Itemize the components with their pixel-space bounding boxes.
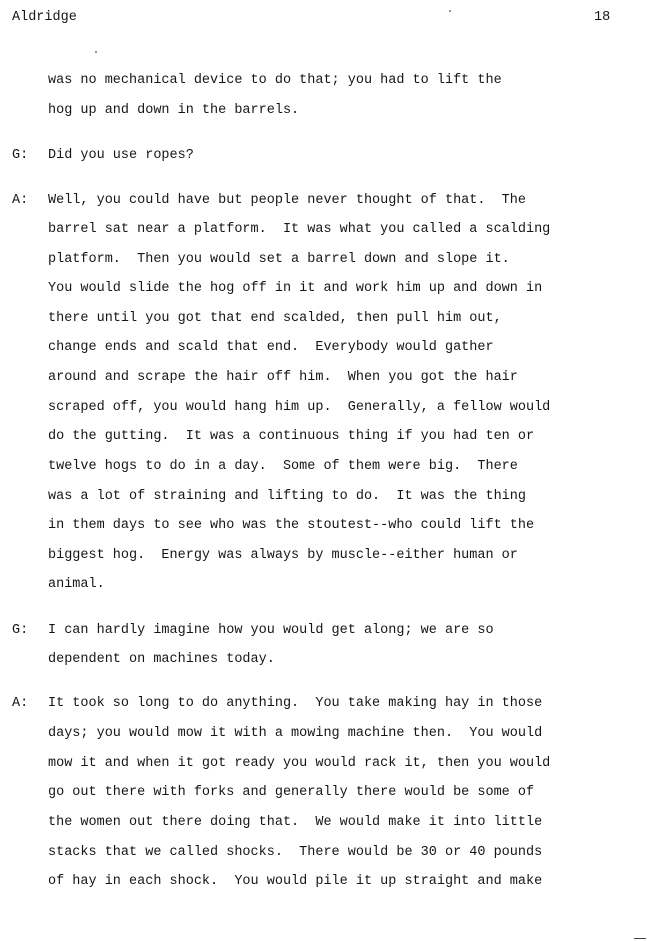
text-line: of hay in each shock. You would pile it up straight and make: [48, 874, 543, 889]
text-line: platform. Then you would set a barrel down and slope it.: [48, 252, 510, 267]
text-line: twelve hogs to do in a day. Some of them were big. There: [48, 459, 518, 474]
text-line: mow it and when it got ready you would rack it, then you would: [48, 756, 551, 771]
text-line: You would slide the hog off in it and work him up and down in: [48, 281, 543, 296]
text-line: in them days to see who was the stoutest--who could lift the: [48, 518, 535, 533]
text-line: Did you use ropes?: [48, 148, 194, 163]
text-line: the women out there doing that. We would make it into little: [48, 815, 543, 830]
text-line: was no mechanical device to do that; you had to lift the: [48, 73, 502, 88]
speaker-label: G:: [12, 623, 29, 638]
text-line: stacks that we called shocks. There would be 30 or 40 pounds: [48, 845, 543, 860]
speaker-label: A:: [12, 696, 29, 711]
text-line: around and scrape the hair off him. When you got the hair: [48, 370, 518, 385]
text-line: go out there with forks and generally there would be some of: [48, 785, 535, 800]
text-line: Well, you could have but people never thought of that. The: [48, 193, 526, 208]
text-line: hog up and down in the barrels.: [48, 103, 300, 118]
text-line: days; you would mow it with a mowing machine then. You would: [48, 726, 543, 741]
text-line: dependent on machines today.: [48, 652, 275, 667]
text-line: It took so long to do anything. You take making hay in those: [48, 696, 543, 711]
scan-speck: [95, 51, 97, 53]
scan-speck: [449, 10, 451, 12]
text-line: was a lot of straining and lifting to do. It was the thing: [48, 489, 526, 504]
speaker-label: A:: [12, 193, 29, 208]
page-number: 18: [594, 10, 611, 25]
text-line: change ends and scald that end. Everybody would gather: [48, 340, 494, 355]
text-line: do the gutting. It was a continuous thing if you had ten or: [48, 429, 535, 444]
text-line: barrel sat near a platform. It was what you called a scalding: [48, 222, 551, 237]
margin-mark: [634, 938, 646, 939]
text-line: biggest hog. Energy was always by muscle--either human or: [48, 548, 518, 563]
text-line: animal.: [48, 577, 105, 592]
text-line: scraped off, you would hang him up. Generally, a fellow would: [48, 400, 551, 415]
speaker-label: G:: [12, 148, 29, 163]
header-author: Aldridge: [12, 10, 77, 25]
text-line: I can hardly imagine how you would get along; we are so: [48, 623, 494, 638]
text-line: there until you got that end scalded, then pull him out,: [48, 311, 502, 326]
